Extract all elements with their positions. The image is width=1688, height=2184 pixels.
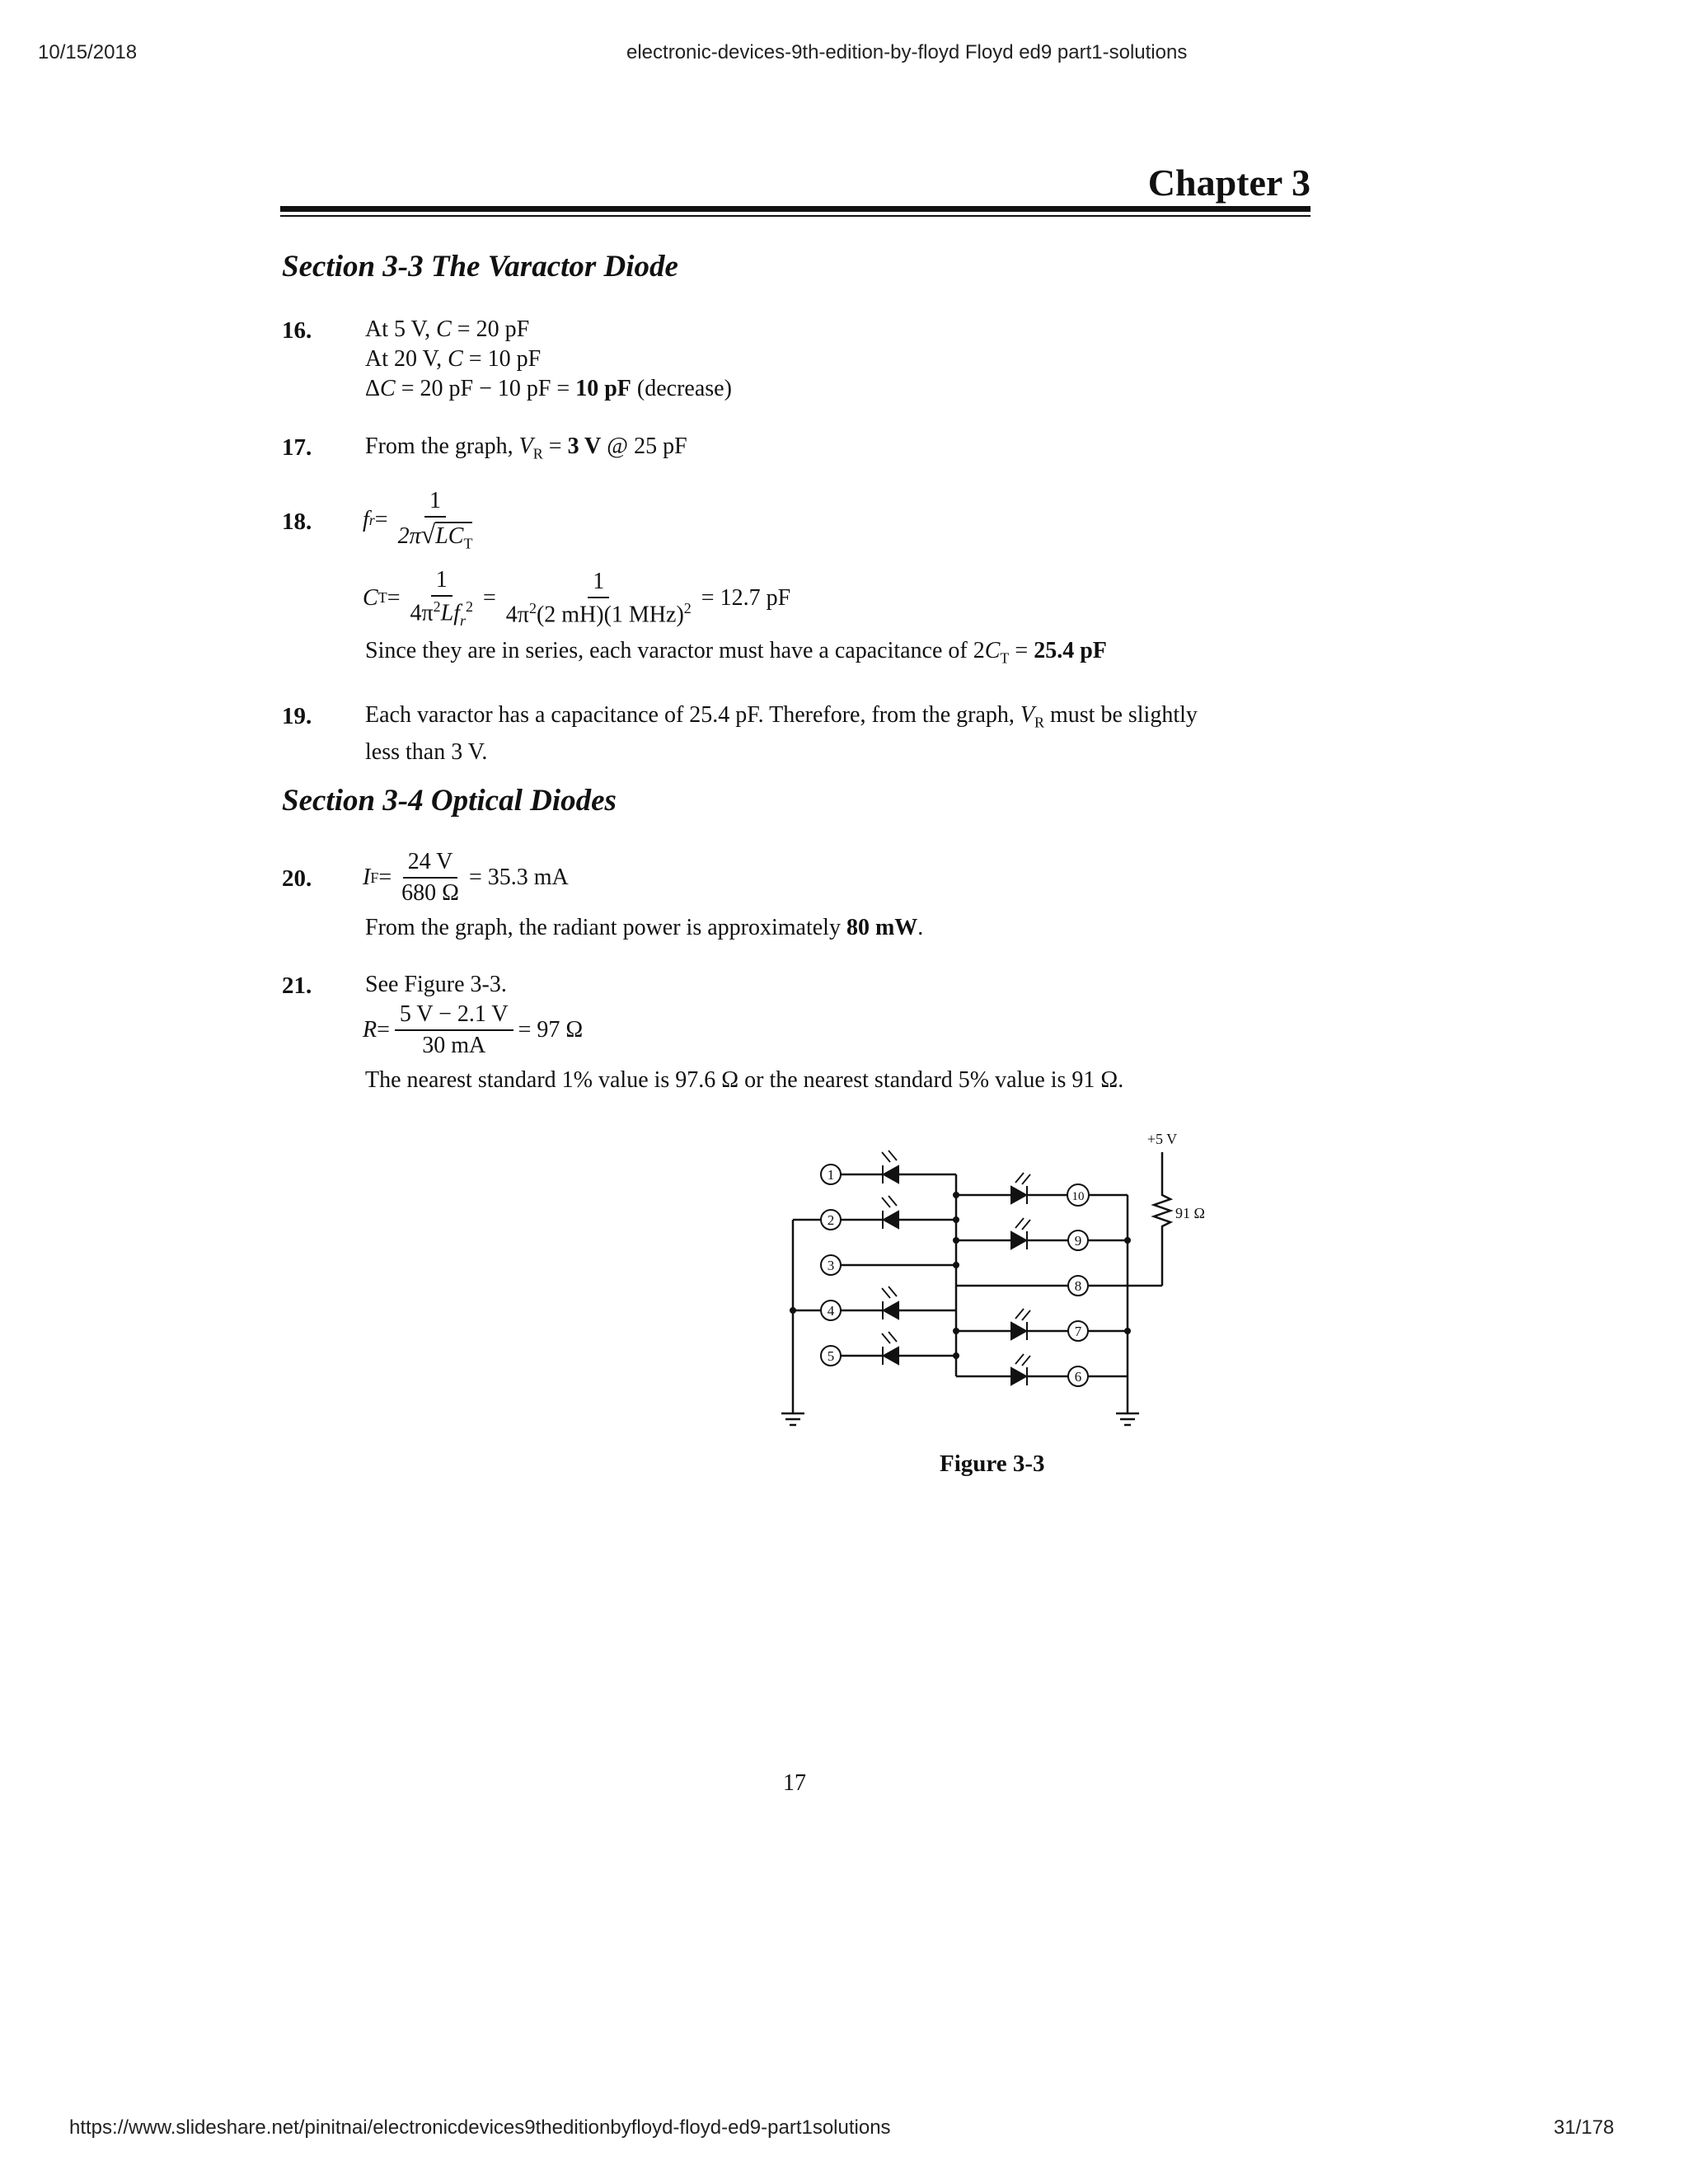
problem-21-see: See Figure 3-3. [365, 972, 507, 997]
supply-label: +5 V [1146, 1131, 1178, 1147]
problem-18-conclusion: Since they are in series, each varactor must have a capacitance of $2C_T = 25.4$ pF [365, 638, 1107, 667]
problem-number: 18. [282, 509, 312, 535]
total-capacitance-equation: C T = $\frac{1}{4\pi^2Lf_r^2}$ = $\frac{1}{4\pi^2(2 mH)(1 MHz)^2}$ = 12.7 pF [363, 567, 791, 629]
pin-label: 9 [1074, 1233, 1082, 1249]
chapter-title: Chapter 3 [1147, 162, 1311, 204]
pin-label: 8 [1074, 1278, 1082, 1294]
problem-number: 20. [282, 865, 312, 892]
pin-label: 4 [827, 1303, 835, 1319]
problem-number: 16. [282, 317, 312, 344]
problem-number: 17. [282, 434, 312, 461]
pin-label: 3 [827, 1258, 835, 1273]
section-title: Section 3-3 The Varactor Diode [282, 250, 678, 284]
chapter-rule-thick [280, 206, 1311, 212]
problem-19-body: Each varactor has a capacitance of 25.4 pF. Therefore, from the graph, $V_R$ must be slightly less than 3 V. [365, 702, 1198, 765]
problem-17-body: From the graph, $V_R = 3$ V @ 25 pF [365, 434, 687, 462]
page-number: 17 [783, 1770, 806, 1796]
forward-current-equation: I F = $\frac{24 V}{680 \Omega}$ = 35.3 mA [363, 849, 569, 906]
problem-number: 19. [282, 703, 312, 729]
print-title: electronic-devices-9th-edition-by-floyd Floyd ed9 part1-solutions [626, 41, 1188, 63]
pin-label: 7 [1074, 1324, 1082, 1339]
led-circuit-figure [775, 1129, 1236, 1434]
pin-label: 10 [1071, 1190, 1085, 1203]
pin-label: 5 [827, 1348, 835, 1364]
page-count: 31/178 [1554, 2116, 1615, 2139]
source-url: https://www.slideshare.net/pinitnai/electronicdevices9theditionbyfloyd-floyd-ed9-part1solutions [69, 2116, 891, 2139]
chapter-rule-thin [280, 215, 1311, 217]
problem-number: 21. [282, 972, 312, 999]
pin-label: 6 [1074, 1369, 1082, 1385]
problem-21-conclusion: The nearest standard 1% value is 97.6 Ω or the nearest standard 5% value is 91 Ω. [365, 1067, 1124, 1093]
problem-20-conclusion: From the graph, the radiant power is approximately 80 mW. [365, 915, 924, 940]
figure-caption: Figure 3-3 [940, 1451, 1045, 1477]
print-date: 10/15/2018 [38, 41, 138, 63]
resistor-equation: R = $\frac{5 V - 2.1 V}{30 mA}$ = 97 Ω [363, 1001, 584, 1058]
pin-label: 1 [827, 1167, 835, 1183]
section-title: Section 3-4 Optical Diodes [282, 784, 617, 818]
problem-16-body: At 5 V, C = 20 pF At 20 V, C = 10 pF ΔC = 20 pF − 10 pF = 10 pF (decrease) [365, 316, 732, 401]
resistor-label: 91 Ω [1175, 1205, 1205, 1221]
pin-label: 2 [827, 1212, 835, 1228]
resonant-frequency-equation: f r = $\frac{1}{2\pi√LC_T}$ [363, 488, 473, 552]
